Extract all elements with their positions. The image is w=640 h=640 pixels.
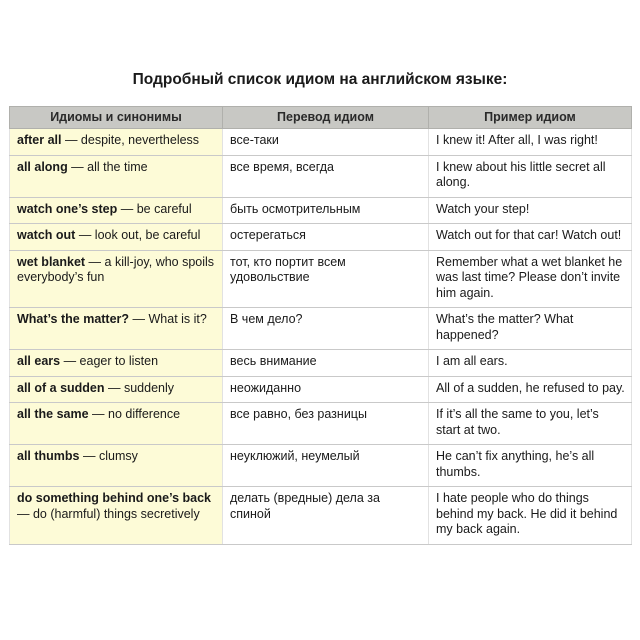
idiom-synonym: — do (harmful) things secretively <box>17 506 200 521</box>
idiom-synonym: — despite, nevertheless <box>61 133 200 147</box>
example-cell: I knew it! After all, I was right! <box>429 129 632 156</box>
idiom-term: all ears <box>17 354 61 368</box>
idiom-term: do something behind one’s back <box>17 491 212 505</box>
table-row <box>10 250 632 308</box>
example-cell: I hate people who do things behind my back. He did it behind my back again. <box>429 487 632 545</box>
idiom-synonym: — eager to listen <box>60 354 159 368</box>
header-translation: Перевод идиом <box>223 107 429 129</box>
idiom-synonym: — clumsy <box>79 449 138 463</box>
idiom-synonym: — suddenly <box>104 380 174 395</box>
translation-cell: тот, кто портит всем удовольствие <box>223 250 429 308</box>
example-cell: Remember what a wet blanket he was last time? Please don’t invite him again. <box>429 250 632 308</box>
idiom-term: watch one’s step <box>17 201 118 216</box>
page-title: Подробный список идиом на английском языке: <box>132 71 508 88</box>
idiom-term: wet blanket <box>17 254 86 269</box>
table-row <box>10 308 632 350</box>
idiom-cell <box>10 197 223 224</box>
idiom-synonym: — all the time <box>67 159 148 174</box>
idiom-term: after all <box>17 133 62 147</box>
example-cell: He can’t fix anything, he’s all thumbs. <box>429 445 632 487</box>
idiom-synonym: — no difference <box>88 407 181 421</box>
example-cell: I knew about his little secret all along. <box>429 155 632 197</box>
header-example: Пример идиом <box>429 107 632 129</box>
translation-cell: остерегаться <box>223 224 429 251</box>
translation-cell: быть осмотрительным <box>223 197 429 224</box>
idiom-synonym: — be careful <box>117 201 192 216</box>
translation-cell: В чем дело? <box>223 308 429 350</box>
idiom-term: watch out <box>17 228 76 242</box>
idiom-term: What’s the matter? <box>17 312 130 326</box>
idiom-cell <box>10 308 223 350</box>
example-cell: Watch out for that car! Watch out! <box>429 224 632 251</box>
idiom-term: all of a sudden <box>17 380 105 395</box>
idiom-table <box>9 106 632 545</box>
idiom-synonym: — What is it? <box>129 312 207 326</box>
idiom-cell <box>10 129 223 156</box>
idiom-cell <box>10 403 223 445</box>
example-cell: What’s the matter? What happened? <box>429 308 632 350</box>
translation-cell: все равно, без разницы <box>223 403 429 445</box>
idiom-synonym: — look out, be careful <box>75 228 201 242</box>
example-cell: If it’s all the same to you, let’s start at two. <box>429 403 632 445</box>
example-cell: All of a sudden, he refused to pay. <box>429 376 632 403</box>
idiom-term: all along <box>17 159 68 174</box>
table-row <box>10 487 632 545</box>
table-row <box>10 129 632 156</box>
table-row <box>10 445 632 487</box>
table-row <box>10 224 632 251</box>
idiom-cell <box>10 250 223 308</box>
idiom-cell <box>10 445 223 487</box>
table-row <box>10 350 632 377</box>
idiom-synonym: — a kill-joy, who spoils everybody’s fun <box>17 254 215 284</box>
header-idioms: Идиомы и синонимы <box>10 107 223 129</box>
idiom-cell <box>10 376 223 403</box>
table-header-row <box>10 107 632 129</box>
translation-cell: неожиданно <box>223 376 429 403</box>
table-row <box>10 376 632 403</box>
idiom-cell <box>10 487 223 545</box>
translation-cell: все время, всегда <box>223 155 429 197</box>
table-row <box>10 197 632 224</box>
translation-cell: все-таки <box>223 129 429 156</box>
table-row <box>10 155 632 197</box>
translation-cell: делать (вредные) дела за спиной <box>223 487 429 545</box>
idiom-cell <box>10 350 223 377</box>
idiom-cell <box>10 224 223 251</box>
table-row <box>10 403 632 445</box>
idiom-cell <box>10 155 223 197</box>
translation-cell: весь внимание <box>223 350 429 377</box>
translation-cell: неуклюжий, неумелый <box>223 445 429 487</box>
idiom-term: all thumbs <box>17 449 80 463</box>
idiom-term: all the same <box>17 407 89 421</box>
example-cell: I am all ears. <box>429 350 632 377</box>
example-cell: Watch your step! <box>429 197 632 224</box>
